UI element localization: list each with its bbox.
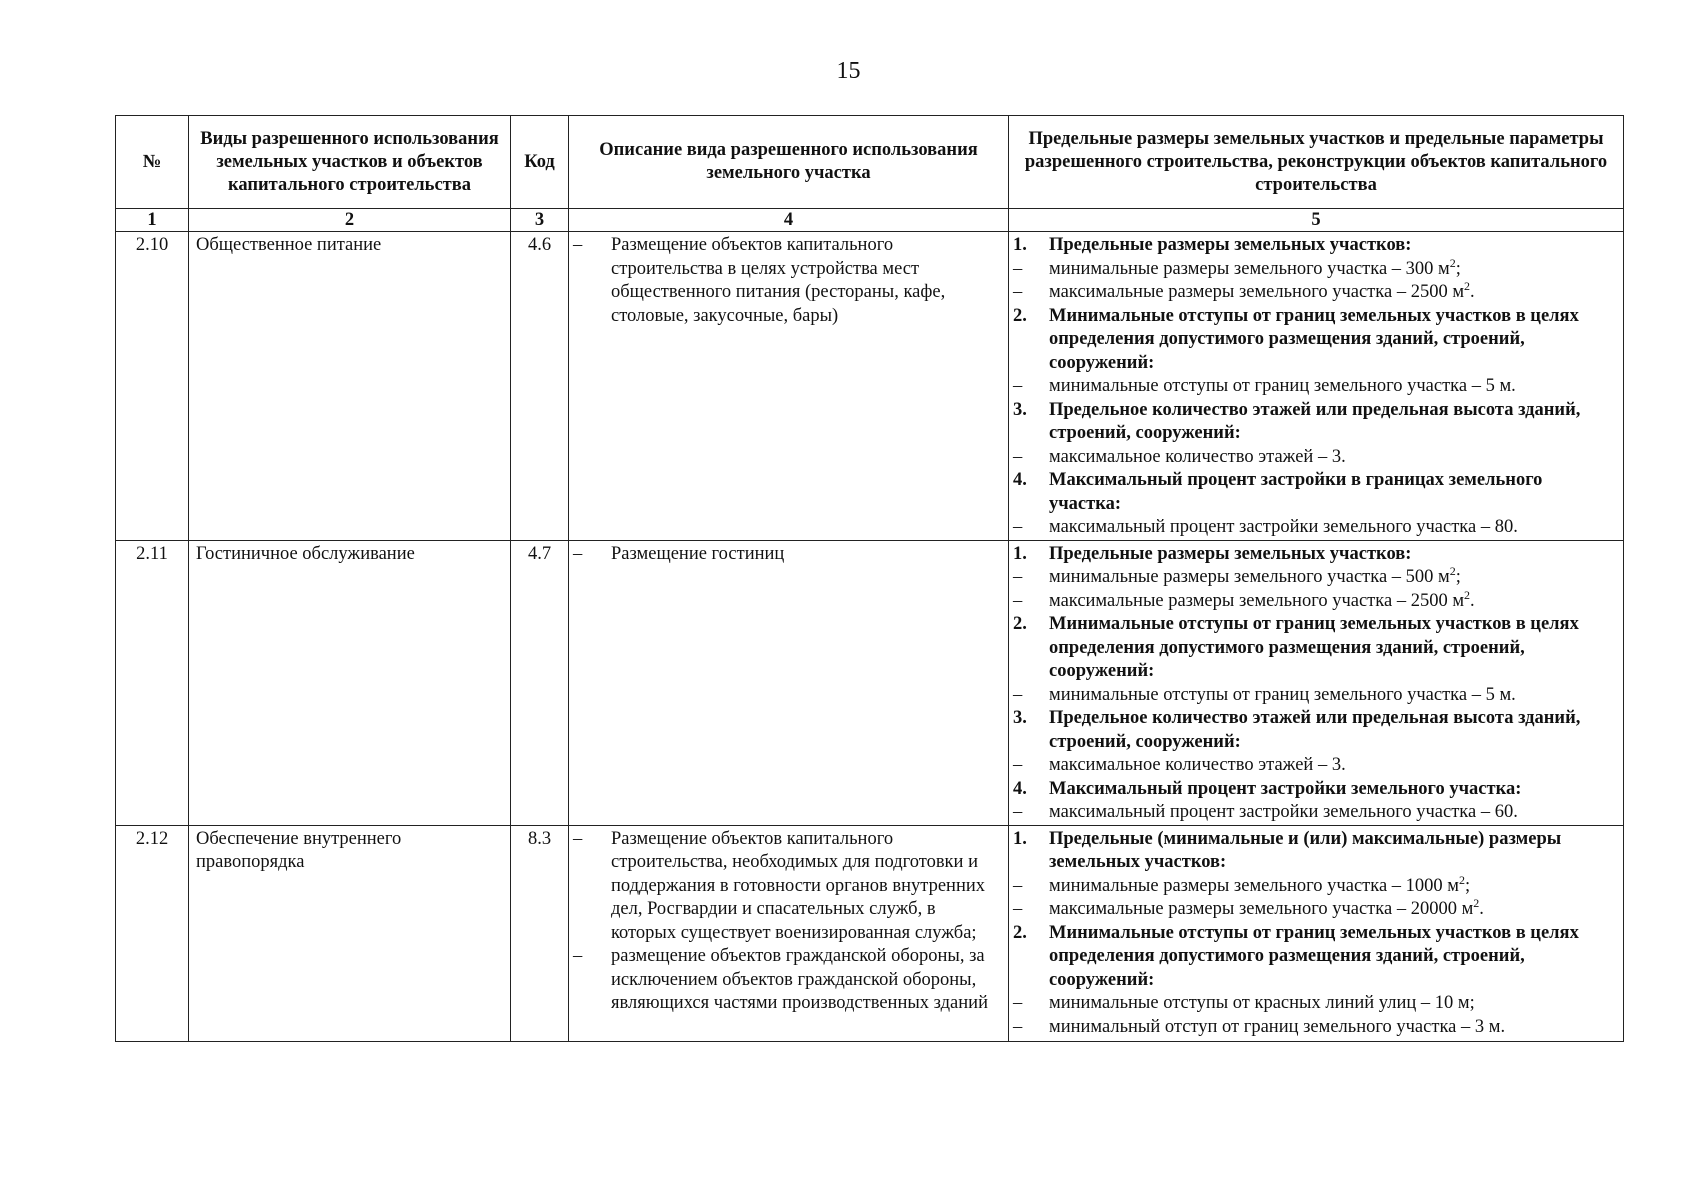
item-tail: ;: [1465, 875, 1471, 896]
parameter-heading: [1013, 399, 1619, 446]
list-marker: 2.: [1013, 614, 1027, 634]
list-marker: 1.: [1013, 828, 1027, 849]
table-row: [116, 825, 1624, 1041]
list-text: [611, 234, 1004, 328]
parameter-value: [1013, 255, 1619, 282]
list-marker: –: [1013, 590, 1023, 611]
list-marker: 1.: [1013, 543, 1027, 564]
item-text: Предельные размеры земельных участков:: [1049, 235, 1412, 255]
list-marker: 2.: [1013, 305, 1027, 326]
list-text: [1049, 684, 1619, 708]
list-marker: –: [1013, 282, 1023, 302]
description-item: [573, 234, 1004, 328]
column-number: 3: [511, 209, 569, 232]
list-marker: –: [1013, 755, 1023, 775]
list-marker: –: [573, 543, 583, 564]
item-tail: .: [1479, 899, 1484, 919]
description-cell: [569, 232, 1009, 541]
description-cell: [569, 540, 1009, 825]
column-number: 4: [569, 209, 1009, 232]
parameter-value: [1013, 375, 1619, 399]
list-marker: 4.: [1013, 470, 1027, 490]
list-text: [1049, 992, 1619, 1016]
list-marker: –: [1013, 684, 1023, 705]
item-text: минимальные отступы от красных линий улиц – 10 м;: [1049, 993, 1475, 1013]
table-row: [116, 540, 1624, 825]
list-marker: –: [1013, 1016, 1023, 1037]
list-marker: 4.: [1013, 778, 1027, 799]
item-text: Минимальные отступы от границ земельных участков в целях определения допустимого размещения зданий, строений, сооружений:: [1049, 305, 1579, 373]
item-text: максимальные размеры земельного участка – 2500 м: [1049, 590, 1465, 611]
list-text: [1049, 375, 1619, 399]
list-marker: –: [1013, 875, 1023, 896]
list-text: [1049, 754, 1619, 778]
item-text: минимальные отступы от границ земельного участка – 5 м.: [1049, 376, 1516, 396]
list-text: [1049, 543, 1619, 567]
superscript: 2: [1459, 872, 1465, 887]
use-type-name: Общественное питание: [189, 232, 511, 541]
list-text: [1049, 828, 1619, 875]
list-text: [1049, 399, 1619, 446]
list-text: [1049, 566, 1619, 590]
list-marker: –: [573, 828, 583, 849]
list-text: [1049, 613, 1619, 684]
item-text: максимальное количество этажей – 3.: [1049, 446, 1346, 467]
item-text: максимальные размеры земельного участка – 20000 м: [1049, 899, 1474, 919]
list-marker: –: [1013, 567, 1023, 587]
land-use-table: [115, 115, 1624, 1042]
row-number: 2.12: [116, 825, 189, 1041]
item-text: Минимальные отступы от границ земельных участков в целях определения допустимого размещения зданий, строений, сооружений:: [1049, 922, 1579, 990]
item-tail: .: [1470, 590, 1475, 611]
parameter-value: [1013, 587, 1619, 614]
description-item: [573, 543, 1004, 567]
list-marker: –: [573, 235, 583, 255]
item-text: минимальные размеры земельного участка – 1000 м: [1049, 875, 1459, 896]
item-tail: ;: [1455, 567, 1461, 587]
row-number: 2.11: [116, 540, 189, 825]
header-code: Код: [511, 116, 569, 209]
item-text: размещение объектов гражданской обороны, за исключением объектов гражданской обороны, являющихся частями производственных зданий: [611, 946, 988, 1013]
parameter-heading: [1013, 828, 1619, 875]
item-text: Максимальный процент застройки земельного участка:: [1049, 778, 1522, 799]
list-marker: –: [1013, 993, 1023, 1013]
list-marker: –: [1013, 802, 1023, 822]
item-text: минимальные отступы от границ земельного участка – 5 м.: [1049, 684, 1516, 705]
list-text: [1049, 446, 1619, 470]
use-type-name: Гостиничное обслуживание: [189, 540, 511, 825]
item-text: Минимальные отступы от границ земельных участков в целях определения допустимого размещения зданий, строений, сооружений:: [1049, 614, 1579, 681]
list-marker: 2.: [1013, 922, 1027, 943]
list-marker: –: [573, 946, 583, 966]
list-text: [1049, 707, 1619, 754]
parameter-heading: [1013, 707, 1619, 754]
superscript: 2: [1449, 564, 1456, 578]
list-text: [611, 543, 1004, 567]
item-text: Размещение объектов капитального строительства, необходимых для подготовки и поддержания в готовности органов внутренних дел, Росгвардии и спасательных служб, в которых существует военизированная служба;: [611, 828, 986, 943]
parameter-value: [1013, 1016, 1619, 1040]
list-text: [1049, 516, 1619, 540]
list-text: [1049, 234, 1619, 258]
parameters-cell: [1009, 232, 1624, 541]
parameter-value: [1013, 281, 1619, 305]
parameters-cell: [1009, 540, 1624, 825]
parameter-value: [1013, 992, 1619, 1016]
list-text: [1049, 305, 1619, 376]
column-number: 2: [189, 209, 511, 232]
table-row: [116, 232, 1624, 541]
parameter-value: [1013, 566, 1619, 590]
parameter-value: [1013, 684, 1619, 708]
list-marker: 3.: [1013, 708, 1027, 728]
parameter-heading: [1013, 613, 1619, 684]
list-marker: –: [1013, 899, 1023, 919]
item-text: максимальный процент застройки земельного участка – 80.: [1049, 517, 1518, 537]
list-marker: 3.: [1013, 399, 1027, 420]
description-item: [573, 945, 1004, 1016]
use-type-name: Обеспечение внутреннего правопорядка: [189, 825, 511, 1041]
list-text: [1049, 255, 1619, 282]
column-number: 1: [116, 209, 189, 232]
list-text: [1049, 469, 1619, 516]
list-text: [1049, 1016, 1619, 1040]
list-marker: –: [1013, 258, 1023, 279]
list-marker: –: [1013, 376, 1023, 396]
parameter-value: [1013, 898, 1619, 922]
item-text: Предельное количество этажей или предельная высота зданий, строений, сооружений:: [1049, 708, 1581, 752]
header-description: Описание вида разрешенного использования земельного участка: [569, 116, 1009, 209]
item-text: максимальные размеры земельного участка – 2500 м: [1049, 282, 1465, 302]
parameter-value: [1013, 446, 1619, 470]
list-text: [611, 945, 1004, 1016]
page-number: 15: [836, 58, 861, 84]
list-text: [1049, 587, 1619, 614]
list-marker: –: [1013, 446, 1023, 467]
parameter-value: [1013, 516, 1619, 540]
item-text: Максимальный процент застройки в границах земельного участка:: [1049, 470, 1543, 514]
parameter-heading: [1013, 305, 1619, 376]
header-number: №: [116, 116, 189, 209]
item-text: максимальное количество этажей – 3.: [1049, 755, 1346, 775]
list-text: [1049, 778, 1619, 802]
parameter-value: [1013, 801, 1619, 825]
row-number: 2.10: [116, 232, 189, 541]
list-marker: –: [1013, 517, 1023, 537]
item-text: Размещение гостиниц: [611, 543, 785, 564]
list-text: [1049, 898, 1619, 922]
parameter-heading: [1013, 543, 1619, 567]
use-code: 4.7: [511, 540, 569, 825]
parameter-heading: [1013, 922, 1619, 993]
header-use-type: Виды разрешенного использования земельных участков и объектов капитального строительства: [189, 116, 511, 209]
item-text: минимальный отступ от границ земельного участка – 3 м.: [1049, 1016, 1506, 1037]
superscript: 2: [1473, 896, 1480, 910]
description-item: [573, 828, 1004, 946]
item-text: Предельные (минимальные и (или) максимальные) размеры земельных участков:: [1049, 828, 1562, 872]
parameter-value: [1013, 872, 1619, 899]
parameter-heading: [1013, 778, 1619, 802]
item-tail: ;: [1455, 258, 1461, 279]
item-text: Предельное количество этажей или предельная высота зданий, строений, сооружений:: [1049, 399, 1581, 443]
use-code: 8.3: [511, 825, 569, 1041]
item-text: минимальные размеры земельного участка – 500 м: [1049, 567, 1450, 587]
item-text: Предельные размеры земельных участков:: [1049, 543, 1412, 564]
list-text: [611, 828, 1004, 946]
list-text: [1049, 281, 1619, 305]
column-number: 5: [1009, 209, 1624, 232]
header-parameters: Предельные размеры земельных участков и предельные параметры разрешенного строительства, реконструкции объектов капитального строительства: [1009, 116, 1624, 209]
parameter-heading: [1013, 234, 1619, 258]
use-code: 4.6: [511, 232, 569, 541]
column-number-row: [116, 209, 1624, 232]
item-tail: .: [1470, 282, 1475, 302]
item-text: максимальный процент застройки земельного участка – 60.: [1049, 802, 1518, 822]
item-text: Размещение объектов капитального строительства в целях устройства мест общественного питания (рестораны, кафе, столовые, закусочные, бары): [611, 235, 946, 326]
list-text: [1049, 872, 1619, 899]
parameters-cell: [1009, 825, 1624, 1041]
list-text: [1049, 922, 1619, 993]
superscript: 2: [1449, 255, 1456, 270]
parameter-value: [1013, 754, 1619, 778]
parameter-heading: [1013, 469, 1619, 516]
description-cell: [569, 825, 1009, 1041]
item-text: минимальные размеры земельного участка – 300 м: [1049, 258, 1450, 279]
list-text: [1049, 801, 1619, 825]
table-header-row: [116, 116, 1624, 209]
superscript: 2: [1464, 279, 1471, 293]
list-marker: 1.: [1013, 235, 1027, 255]
superscript: 2: [1464, 587, 1471, 602]
